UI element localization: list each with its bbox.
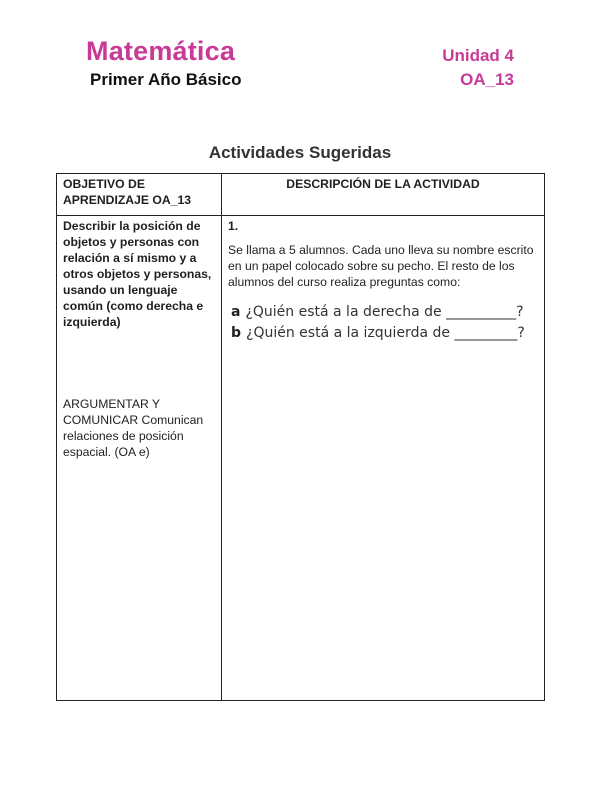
skill-block xyxy=(63,396,215,460)
objective-cell xyxy=(57,216,222,701)
activity-description: Se llama a 5 alumnos. Cada uno lleva su nombre escrito en un papel colocado sobre su pecho. El resto de los alumnos del curso realiza preguntas como: xyxy=(228,243,534,289)
question-item xyxy=(228,302,538,323)
unit-label: Unidad 4 xyxy=(442,46,514,65)
activities-table xyxy=(56,173,545,701)
skill-title: ARGUMENTAR Y COMUNICAR xyxy=(63,397,160,427)
grade-subtitle: Primer Año Básico xyxy=(90,70,242,89)
question-letter: b xyxy=(231,325,242,341)
subject-title: Matemática xyxy=(86,36,236,66)
question-list xyxy=(228,302,538,344)
section-title: Actividades Sugeridas xyxy=(208,143,392,162)
question-text: ¿Quién está a la derecha de __________? xyxy=(245,304,524,320)
table-header-row xyxy=(57,174,545,216)
objective-column-header: OBJETIVO DE APRENDIZAJE OA_13 xyxy=(57,174,222,216)
question-letter: a xyxy=(231,304,241,320)
question-text: ¿Quién está a la izquierda de _________? xyxy=(246,325,525,341)
table-row xyxy=(57,216,545,701)
description-column-header: DESCRIPCIÓN DE LA ACTIVIDAD xyxy=(222,174,545,216)
oa-code-label: OA_13 xyxy=(460,70,514,89)
question-item xyxy=(228,323,538,344)
learning-objective-text: Describir la posición de objetos y personas con relación a sí mismo y a otros objetos y personas, usando un lenguaje común (como derecha e izquierda) xyxy=(63,219,212,329)
activity-number: 1. xyxy=(228,219,239,233)
skill-text: Comunican relaciones de posición espacial. (OA e) xyxy=(63,413,204,459)
description-cell xyxy=(222,216,545,701)
